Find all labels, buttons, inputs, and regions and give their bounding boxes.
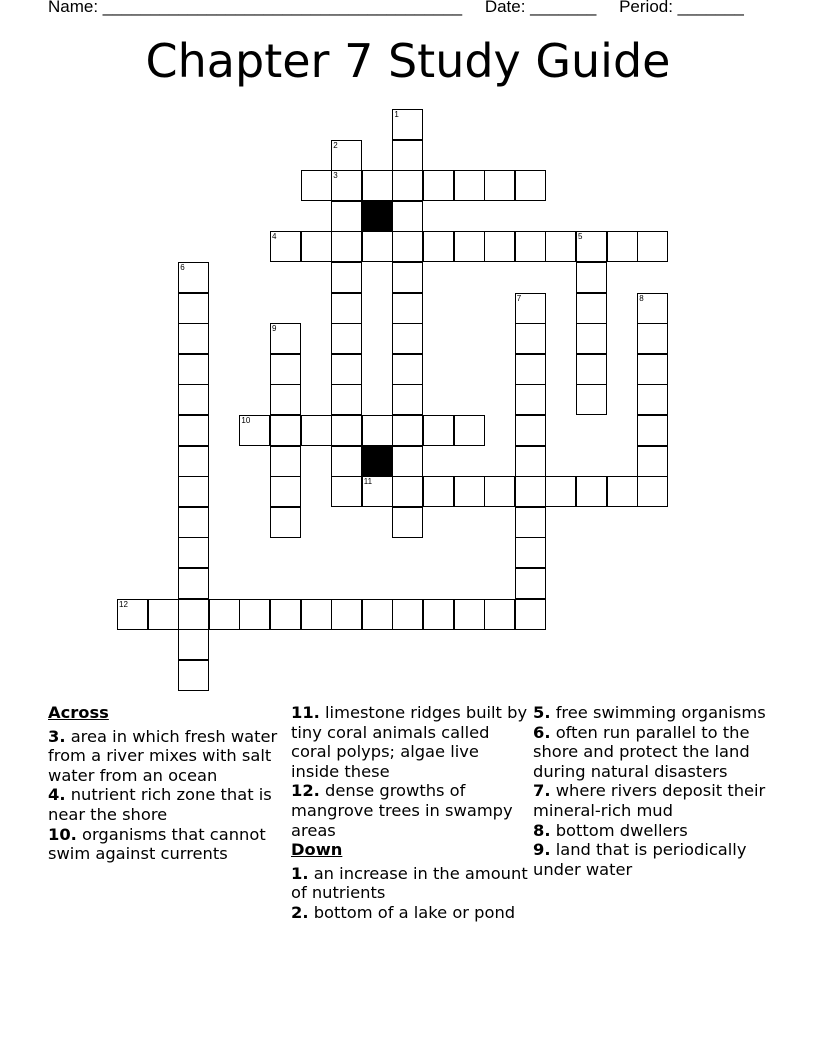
crossword-cell[interactable]: [301, 170, 332, 201]
crossword-cell[interactable]: [515, 415, 546, 446]
crossword-cell[interactable]: [576, 354, 607, 385]
name-field-label: Name: ______________________________________: [48, 0, 463, 16]
crossword-cell[interactable]: [178, 629, 209, 660]
crossword-cell[interactable]: [270, 354, 301, 385]
crossword-cell[interactable]: [178, 599, 209, 630]
down-heading: Down: [291, 840, 343, 860]
crossword-cell[interactable]: [178, 354, 209, 385]
crossword-cell[interactable]: [178, 568, 209, 599]
crossword-cell[interactable]: [607, 231, 638, 262]
crossword-cell[interactable]: [178, 476, 209, 507]
crossword-cell[interactable]: [331, 476, 362, 507]
down-clue: 1. an increase in the amount of nutrients: [291, 863, 528, 903]
crossword-cell[interactable]: [178, 384, 209, 415]
crossword-cell[interactable]: [484, 599, 515, 630]
crossword-cell[interactable]: [301, 415, 332, 446]
crossword-cell[interactable]: [270, 476, 301, 507]
crossword-cell[interactable]: [392, 507, 423, 538]
crossword-cell[interactable]: [331, 293, 362, 324]
crossword-cell[interactable]: [454, 415, 485, 446]
across-clue: 4. nutrient rich zone that is near the shore: [48, 785, 272, 824]
crossword-cell[interactable]: [331, 262, 362, 293]
crossword-cell[interactable]: [454, 170, 485, 201]
crossword-cell[interactable]: [515, 323, 546, 354]
crossword-cell[interactable]: [484, 231, 515, 262]
crossword-cell[interactable]: [484, 476, 515, 507]
crossword-cell[interactable]: [362, 231, 393, 262]
crossword-cell[interactable]: [392, 446, 423, 477]
crossword-cell[interactable]: [331, 231, 362, 262]
crossword-cell[interactable]: [178, 537, 209, 568]
crossword-cell[interactable]: [454, 476, 485, 507]
clue-number: 6: [180, 263, 185, 272]
crossword-cell[interactable]: [576, 384, 607, 415]
crossword-cell[interactable]: [423, 170, 454, 201]
across-clue: 3. area in which fresh water from a river mixes with salt water from an ocean: [48, 726, 278, 785]
crossword-cell[interactable]: [331, 323, 362, 354]
clue-number: 4: [272, 232, 277, 242]
crossword-cell[interactable]: [423, 476, 454, 507]
crossword-cell[interactable]: [301, 231, 332, 262]
clue-number: 2: [333, 140, 338, 150]
crossword-cell[interactable]: [545, 476, 576, 507]
crossword-cell[interactable]: [331, 201, 362, 232]
crossword-cell[interactable]: [454, 231, 485, 262]
clue-number: 8: [639, 293, 644, 303]
crossword-cell[interactable]: [178, 293, 209, 324]
crossword-cell[interactable]: [331, 599, 362, 630]
crossword-cell[interactable]: [484, 170, 515, 201]
clues-column-2: [291, 703, 529, 923]
crossword-cell[interactable]: [515, 384, 546, 415]
crossword-black-cell: [362, 446, 393, 477]
crossword-cell[interactable]: [392, 384, 423, 415]
crossword-cell[interactable]: [362, 415, 393, 446]
crossword-cell[interactable]: [178, 446, 209, 477]
crossword-cell[interactable]: [178, 415, 209, 446]
crossword-cell[interactable]: [331, 384, 362, 415]
crossword-cell[interactable]: [392, 293, 423, 324]
crossword-cell[interactable]: [178, 323, 209, 354]
crossword-cell[interactable]: [392, 476, 423, 507]
across-clue: 12. dense growths of mangrove trees in swampy areas: [291, 781, 513, 840]
period-field-label: Period: _______: [619, 0, 744, 16]
crossword-cell[interactable]: [301, 599, 332, 630]
crossword-cell[interactable]: [270, 446, 301, 477]
crossword-cell[interactable]: [178, 507, 209, 538]
down-clue: 2. bottom of a lake or pond: [291, 902, 516, 922]
down-clue: 8. bottom dwellers: [533, 820, 688, 840]
crossword-cell[interactable]: [270, 415, 301, 446]
crossword-cell[interactable]: [331, 354, 362, 385]
crossword-cell[interactable]: [576, 476, 607, 507]
crossword-cell[interactable]: [576, 262, 607, 293]
clue-number: 7: [516, 293, 522, 303]
clue-number: 11: [363, 477, 373, 487]
crossword-cell[interactable]: [515, 599, 546, 630]
crossword-cell[interactable]: [362, 170, 393, 201]
clue-number: 12: [119, 599, 128, 609]
crossword-cell[interactable]: [515, 170, 546, 201]
crossword-cell[interactable]: [270, 599, 301, 630]
crossword-cell[interactable]: [392, 201, 423, 232]
down-clue: 5. free swimming organisms: [533, 703, 766, 722]
crossword-cell[interactable]: [576, 323, 607, 354]
crossword-cell[interactable]: [239, 599, 270, 630]
clue-number: 1: [394, 110, 399, 119]
down-clue: 9. land that is periodically under water: [533, 840, 747, 879]
clues-column-1: [48, 703, 286, 864]
crossword-cell[interactable]: [637, 446, 668, 477]
across-heading: Across: [48, 703, 109, 722]
crossword-cell[interactable]: [607, 476, 638, 507]
crossword-cell[interactable]: [515, 568, 546, 599]
crossword-cell[interactable]: [392, 599, 423, 630]
crossword-cell[interactable]: [392, 354, 423, 385]
crossword-cell[interactable]: [423, 599, 454, 630]
clues-column-3: [533, 703, 773, 879]
crossword-cell[interactable]: [637, 384, 668, 415]
crossword-cell[interactable]: [178, 660, 209, 691]
date-field-label: Date: _______: [484, 0, 597, 16]
crossword-cell[interactable]: [270, 384, 301, 415]
crossword-cell[interactable]: [148, 599, 179, 630]
crossword-cell[interactable]: [423, 231, 454, 262]
crossword-cell[interactable]: [392, 415, 423, 446]
crossword-cell[interactable]: [392, 231, 423, 262]
crossword-cell[interactable]: [637, 415, 668, 446]
crossword-black-cell: [362, 201, 393, 232]
crossword-cell[interactable]: [209, 599, 240, 630]
clue-number: 3: [333, 171, 338, 181]
crossword-cell[interactable]: [637, 354, 668, 385]
crossword-cell[interactable]: [392, 323, 423, 354]
crossword-cell[interactable]: [362, 599, 393, 630]
crossword-cell[interactable]: [423, 415, 454, 446]
clue-number: 10: [241, 416, 251, 425]
crossword-cell[interactable]: [515, 446, 546, 477]
crossword-cell[interactable]: [270, 507, 301, 538]
crossword-cell[interactable]: [392, 262, 423, 293]
crossword-cell[interactable]: [637, 476, 668, 507]
across-clue: 11. limestone ridges built by tiny coral animals called coral polyps; algae live inside these: [291, 703, 528, 781]
crossword-cell[interactable]: [576, 293, 607, 324]
clue-number: 9: [272, 324, 277, 334]
crossword-cell[interactable]: [515, 507, 546, 538]
crossword-cell[interactable]: [515, 476, 546, 507]
crossword-cell[interactable]: [331, 415, 362, 446]
down-clue: 6. often run parallel to the shore and protect the land during natural disasters: [533, 722, 750, 781]
crossword-cell[interactable]: [515, 537, 546, 568]
clue-number: 5: [578, 232, 583, 242]
crossword-cell[interactable]: [331, 446, 362, 477]
down-clue: 7. where rivers deposit their mineral-rich mud: [533, 781, 766, 820]
crossword-cell[interactable]: [515, 354, 546, 385]
across-clue: 10. organisms that cannot swim against currents: [48, 824, 266, 864]
page-title: Chapter 7 Study Guide: [145, 34, 671, 88]
crossword-cell[interactable]: [545, 231, 576, 262]
crossword-cell[interactable]: [637, 231, 668, 262]
crossword-cell[interactable]: [454, 599, 485, 630]
crossword-cell[interactable]: [637, 323, 668, 354]
crossword-cell[interactable]: [392, 140, 423, 171]
crossword-cell[interactable]: [515, 231, 546, 262]
crossword-cell[interactable]: [392, 170, 423, 201]
